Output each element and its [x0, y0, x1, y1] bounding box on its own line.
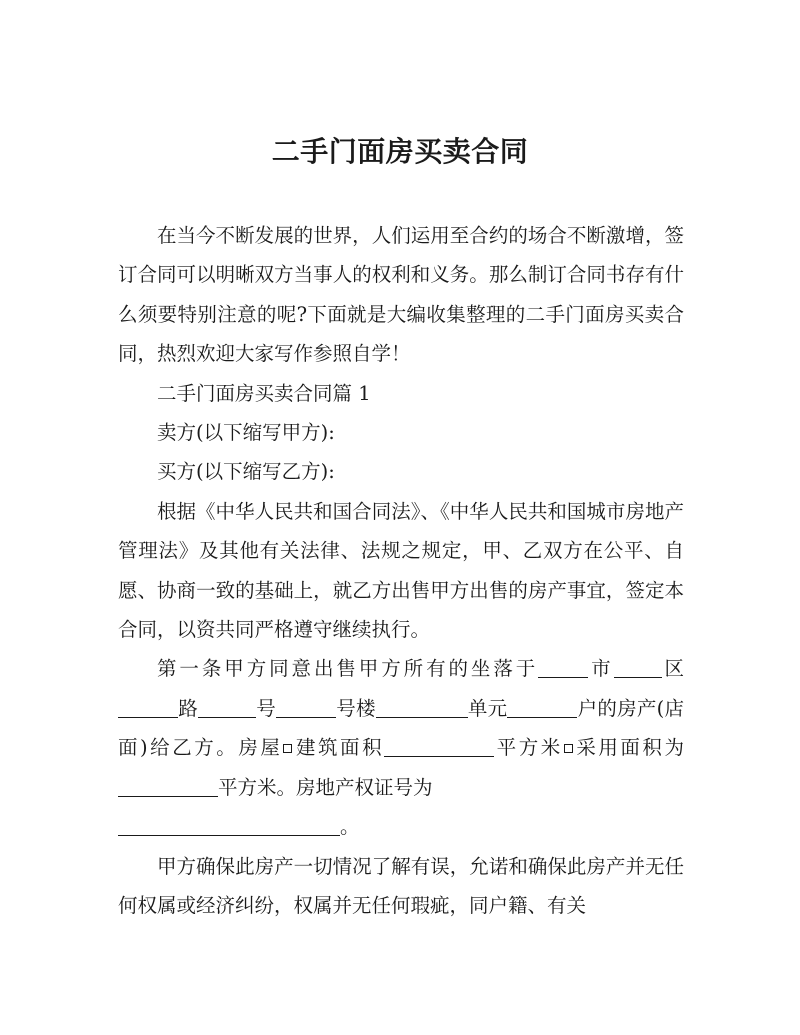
building-blank [276, 716, 336, 718]
article-one-text: 平方米 [494, 736, 563, 760]
section-heading: 二手门面房买卖合同篇 1 [157, 381, 371, 405]
document-body [118, 216, 684, 925]
article-one-text: 号楼 [335, 696, 376, 720]
article-one-text: 区 [661, 657, 684, 681]
article-one-text: 平方米。房地产权证号为 [218, 775, 433, 799]
certificate-number-blank [118, 834, 340, 836]
number-blank [198, 716, 256, 718]
article-one-text: 第一条甲方同意出售甲方所有的坐落于 [157, 657, 539, 681]
article-one-text: 单元 [467, 696, 508, 720]
intro-paragraph: 在当今不断发展的世界，人们运用至合约的场合不断激增，签订合同可以明晰双方当事人的权利和义务。那么制订合同书存有什么须要特别注意的呢?下面就是大编收集整理的二手门面房买卖合同，热烈欢迎大家写作参照自学！ [118, 224, 684, 366]
road-blank [118, 716, 178, 718]
article-one-text: 号 [255, 696, 276, 720]
article-one-paragraph [118, 649, 684, 846]
document-title: 二手门面房买卖合同 [271, 135, 529, 168]
article-one-text: 市 [588, 657, 614, 681]
article-one-text: 路 [178, 696, 198, 720]
article-one-text: 采用面积为 [573, 736, 684, 760]
floor-area-blank [384, 755, 494, 757]
buyer-line: 买方(以下缩写乙方): [157, 460, 335, 484]
article-one-text: 户的房产(店面)给乙方。房屋 [118, 696, 684, 760]
district-blank [614, 676, 662, 678]
unit-blank [376, 716, 468, 718]
guarantee-paragraph: 甲方确保此房产一切情况了解有误，允诺和确保此房产并无任何权属或经济纠纷，权属并无任何瑕疵，同户籍、有关 [118, 854, 684, 917]
city-blank [538, 676, 588, 678]
seller-line: 卖方(以下缩写甲方): [157, 421, 335, 445]
usable-area-blank [118, 795, 218, 797]
checkbox-square [283, 744, 292, 753]
room-blank [507, 716, 577, 718]
checkbox-square [564, 744, 573, 753]
article-one-text: 建筑面积 [293, 736, 385, 760]
article-one-text: 。 [340, 815, 360, 839]
basis-paragraph: 根据《中华人民共和国合同法》、《中华人民共和国城市房地产管理法》及其他有关法律、法规之规定，甲、乙双方在公平、自愿、协商一致的基础上，就乙方出售甲方出售的房产事宜，签定本合同，以资共同严格遵守继续执行。 [118, 499, 684, 642]
